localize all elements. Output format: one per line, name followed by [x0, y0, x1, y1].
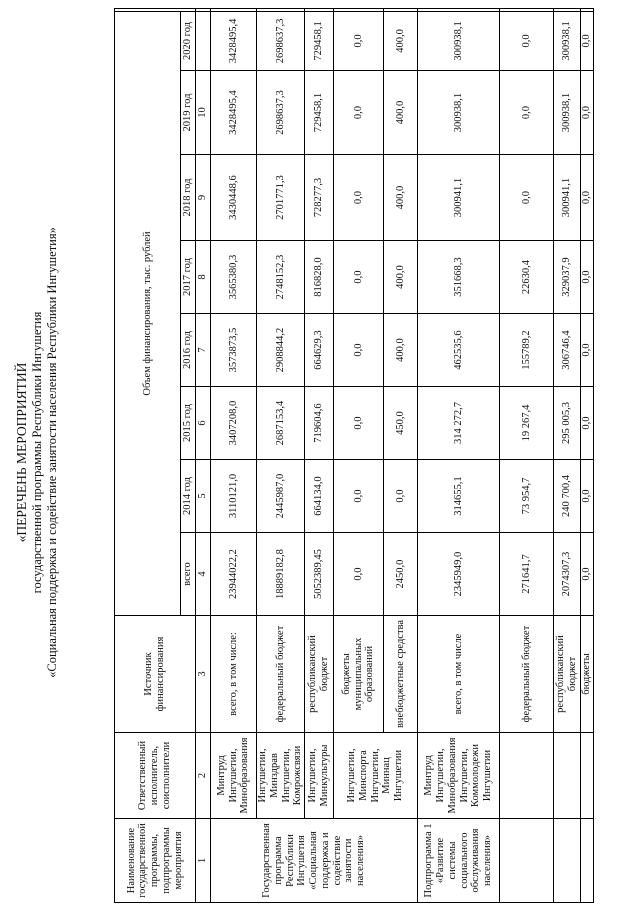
doc-subtitle-program: «Социальная поддержка и содействие занятости населения Республики Ингушетия» [45, 227, 59, 678]
column-number [196, 11, 211, 70]
value-cell: 300941,1 [418, 155, 500, 241]
value-cell: 271641,7 [500, 533, 554, 616]
value-cell: 3428495,4 [211, 71, 257, 155]
value-cell: 0,0 [334, 460, 384, 533]
value-cell: 0,0 [500, 71, 554, 155]
value-cell: 664629,3 [305, 314, 334, 387]
program-executor: Ингушетии, Минздрав Ингушетии, Комрожсвязи [257, 733, 305, 819]
value-cell: 18889182,8 [257, 533, 305, 616]
value-cell: 2908844,2 [257, 314, 305, 387]
header-source: Источник финансирования [115, 616, 196, 733]
value-cell: 155789,2 [500, 314, 554, 387]
value-cell: 300938,1 [554, 11, 581, 70]
column-number: 4 [196, 533, 211, 616]
value-cell: 3573873,5 [211, 314, 257, 387]
header-name: Наименование государственной программы, подпрограммы мероприятия [115, 819, 196, 903]
doc-title: «ПЕРЕЧЕНЬ МЕРОПРИЯТИЙ [14, 362, 29, 543]
header-year: 2019 год [181, 71, 196, 155]
value-cell: 2748152,3 [257, 241, 305, 314]
value-cell: 329037,9 [554, 241, 581, 314]
value-cell: 2687153,4 [257, 387, 305, 460]
value-cell: 0,0 [581, 155, 594, 241]
value-cell: 306746,4 [554, 314, 581, 387]
value-cell: 728277,3 [305, 155, 334, 241]
value-cell: 729458,1 [305, 71, 334, 155]
column-number: 8 [196, 241, 211, 314]
value-cell: 351668,3 [418, 241, 500, 314]
funding-source: всего, в том числе [418, 616, 500, 733]
value-cell: 719604,6 [305, 387, 334, 460]
value-cell: 0,0 [334, 387, 384, 460]
column-number: 2 [196, 733, 211, 819]
value-cell: 816828,0 [305, 241, 334, 314]
value-cell: 19 267,4 [500, 387, 554, 460]
value-cell: 0,0 [334, 155, 384, 241]
value-cell: 2345949,0 [418, 533, 500, 616]
value-cell: 295 005,3 [554, 387, 581, 460]
value-cell: 0,0 [500, 11, 554, 70]
program-executor: Ингушетии, Минспорта Ингушетии, Миннац Ингушетии [334, 733, 418, 819]
funding-source: бюджеты [581, 616, 594, 733]
value-cell: 0,0 [334, 533, 384, 616]
value-cell: 0,0 [581, 460, 594, 533]
value-cell: 2445987,0 [257, 460, 305, 533]
doc-subtitle: государственной программы Республики Ингушетия [30, 311, 44, 594]
funding-source: бюджеты муниципальных образований [334, 616, 384, 733]
value-cell: 2698637,3 [257, 71, 305, 155]
header-year: 2020 год [181, 11, 196, 70]
value-cell: 0,0 [581, 71, 594, 155]
funding-source: республиканский бюджет [554, 616, 581, 733]
program-executor: Ингушетии, Минкультуры [305, 733, 334, 819]
value-cell: 240 700,4 [554, 460, 581, 533]
funding-source: федеральный бюджет [257, 616, 305, 733]
funding-source: внебюджетные средства [384, 616, 418, 733]
value-cell: 23944022,2 [211, 533, 257, 616]
value-cell: 314655,1 [418, 460, 500, 533]
value-cell: 300938,1 [418, 11, 500, 70]
value-cell: 73 954,7 [500, 460, 554, 533]
value-cell: 462535,6 [418, 314, 500, 387]
value-cell: 729458,1 [305, 11, 334, 70]
value-cell: 0,0 [581, 387, 594, 460]
funding-table [114, 8, 594, 903]
value-cell: 300938,1 [554, 71, 581, 155]
column-number: 1 [196, 819, 211, 903]
value-cell: 0,0 [334, 241, 384, 314]
value-cell: 664134,0 [305, 460, 334, 533]
value-cell: 300941,1 [554, 155, 581, 241]
subprogram-executor: Минтруд Ингушетии, Минобразования Ингушетии, Коммолодежи Ингушетии [418, 733, 500, 819]
value-cell: 400,0 [384, 241, 418, 314]
value-cell: 0,0 [581, 314, 594, 387]
value-cell: 0,0 [334, 314, 384, 387]
header-year: 2018 год [181, 155, 196, 241]
value-cell: 0,0 [500, 155, 554, 241]
column-number: 3 [196, 616, 211, 733]
header-year: 2016 год [181, 314, 196, 387]
funding-source: федеральный бюджет [500, 616, 554, 733]
program-executor: Минтруд Ингушетии, Минобразования [211, 733, 257, 819]
program-name: Государственная программа Республики Ингушетия «Социальная поддержка и содействие занятости населения» [211, 819, 418, 903]
column-number: 9 [196, 155, 211, 241]
value-cell: 0,0 [334, 11, 384, 70]
value-cell: 3428495,4 [211, 11, 257, 70]
value-cell: 2698637,3 [257, 11, 305, 70]
value-cell: 400,0 [384, 71, 418, 155]
column-number: 6 [196, 387, 211, 460]
subprogram-name: Подпрограмма 1 «Развитие системы социального обслуживания населения» [418, 819, 500, 903]
value-cell: 0,0 [581, 241, 594, 314]
value-cell: 5052389,45 [305, 533, 334, 616]
column-number: 7 [196, 314, 211, 387]
value-cell: 22630,4 [500, 241, 554, 314]
header-year: 2015 год [181, 387, 196, 460]
value-cell: 400,0 [384, 155, 418, 241]
column-number: 10 [196, 71, 211, 155]
value-cell: 2701771,3 [257, 155, 305, 241]
value-cell: 3565380,3 [211, 241, 257, 314]
value-cell: 300938,1 [418, 71, 500, 155]
header-funding: Объем финансирования, тыс. рублей [115, 11, 181, 615]
column-number: 5 [196, 460, 211, 533]
value-cell: 2450,0 [384, 533, 418, 616]
header-executor: Ответственный исполнитель, соисполнители [115, 733, 196, 819]
header-year: 2014 год [181, 460, 196, 533]
value-cell: 3430448,6 [211, 155, 257, 241]
value-cell: 2074307,3 [554, 533, 581, 616]
value-cell: 3110121,0 [211, 460, 257, 533]
value-cell: 0,0 [384, 460, 418, 533]
funding-source: всего, в том числе: [211, 616, 257, 733]
header-year: 2017 год [181, 241, 196, 314]
value-cell: 0,0 [581, 11, 594, 70]
funding-source: республиканский бюджет [305, 616, 334, 733]
value-cell: 3407208,0 [211, 387, 257, 460]
value-cell: 0,0 [581, 533, 594, 616]
value-cell: 400,0 [384, 11, 418, 70]
value-cell: 450,0 [384, 387, 418, 460]
value-cell: 0,0 [334, 71, 384, 155]
value-cell: 314 272,7 [418, 387, 500, 460]
value-cell: 400,0 [384, 314, 418, 387]
header-year: всего [181, 533, 196, 616]
